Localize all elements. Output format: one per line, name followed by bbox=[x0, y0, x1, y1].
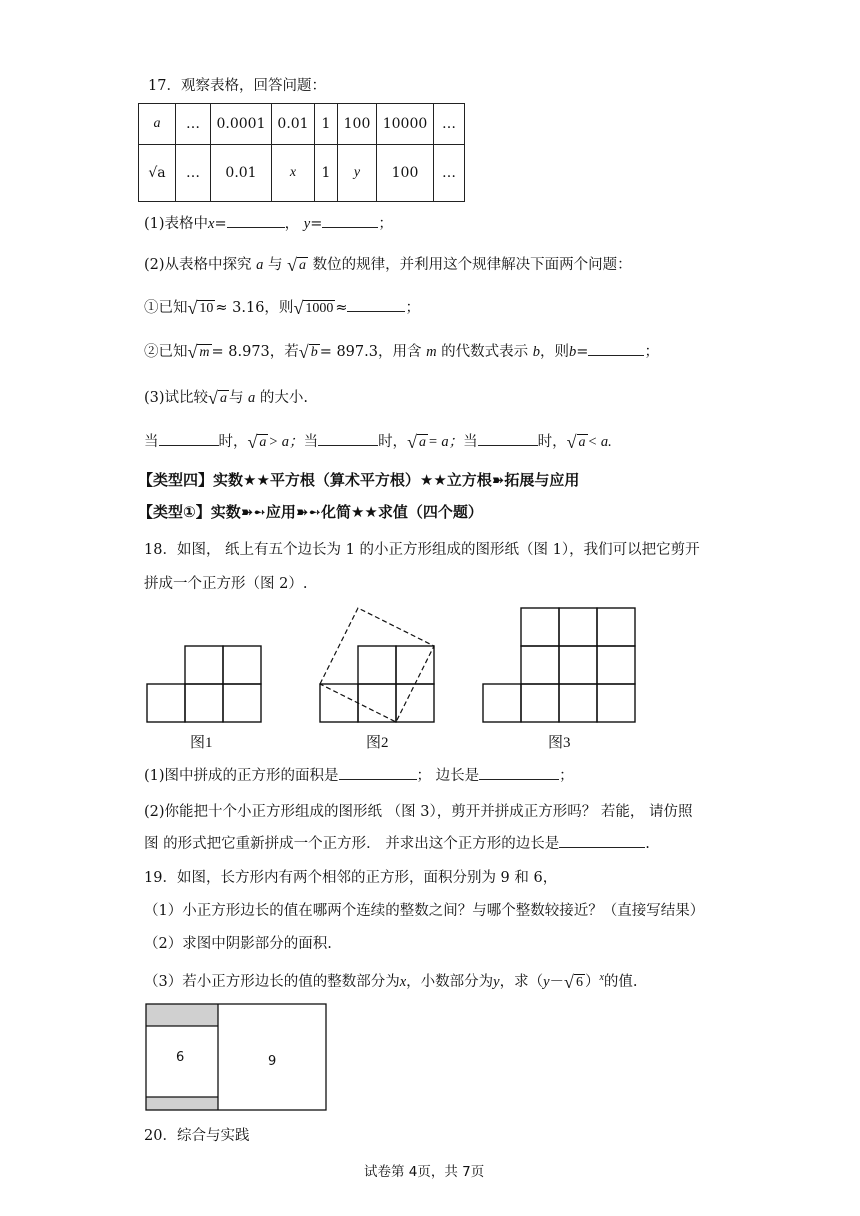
q19-part2: （2）求图中阴影部分的面积. bbox=[144, 936, 332, 952]
q17-stem: 17．观察表格，回答问题： bbox=[148, 78, 326, 94]
page-footer: 试卷第 4页，共 7页 bbox=[364, 1164, 485, 1180]
q18-stem-line1: 18．如图， 纸上有五个边长为 1 的小正方形组成的图形纸（图 1），我们可以把它剪开 bbox=[144, 542, 700, 558]
q17-part1: (1)表格中x= ， y= ； bbox=[144, 212, 393, 233]
table-cell: … bbox=[434, 104, 465, 145]
table-cell: 10000 bbox=[377, 104, 434, 145]
table-cell: y bbox=[338, 145, 377, 202]
figure-3 bbox=[483, 608, 635, 722]
table-cell: x bbox=[272, 145, 315, 202]
q19-part1: （1）小正方形边长的值在哪两个连续的整数之间？与哪个整数较接近？（直接写结果） bbox=[144, 903, 705, 919]
small-square-label: 6 bbox=[176, 1050, 185, 1065]
table-cell: 1 bbox=[315, 104, 338, 145]
q18-figures bbox=[140, 600, 660, 760]
table-cell: … bbox=[434, 145, 465, 202]
q19-stem: 19．如图，长方形内有两个相邻的正方形，面积分别为 9 和 6， bbox=[144, 870, 558, 886]
q19-figure bbox=[144, 1002, 328, 1114]
observation-table bbox=[138, 103, 465, 202]
table-row bbox=[139, 104, 465, 145]
figure-3-caption: 图3 bbox=[548, 735, 571, 751]
big-square-label: 9 bbox=[268, 1054, 277, 1069]
table-cell: 0.01 bbox=[272, 104, 315, 145]
table-cell: √a bbox=[139, 145, 176, 202]
shaded-region-bottom bbox=[146, 1097, 218, 1110]
q17-part3: (3)试比较 √ a 与 a 的大小. bbox=[144, 388, 309, 408]
q18-part2-line2: 图 的形式把它重新拼成一个正方形． 并求出这个正方形的边长是 . bbox=[144, 832, 650, 853]
q19-part3: （3）若小正方形边长的值的整数部分为x，小数部分为y，求（y－ √ 6 ）$^x$的值. bbox=[144, 972, 638, 992]
q17-case2: ②已知 √ m = 8.973，若 √ b = 897.3，用含 m 的代数式表示 b，则b= ； bbox=[144, 342, 659, 362]
q20-title: 20．综合与实践 bbox=[144, 1128, 250, 1144]
table-cell: 1 bbox=[315, 145, 338, 202]
table-cell: 100 bbox=[338, 104, 377, 145]
table-cell: … bbox=[176, 145, 211, 202]
q17-case1: ①已知 √ 10 ≈ 3.16，则 √ 1000 ≈ ； bbox=[144, 298, 420, 318]
q17-comparison: 当 时， √ a > a；当 时， √ a = a；当 时， √ a < a. bbox=[144, 432, 612, 452]
table-cell: 0.0001 bbox=[211, 104, 272, 145]
q18-part2-line1: (2)你能把十个小正方形组成的图形纸 （图 3），剪开并拼成正方形吗？ 若能， 请仿照 bbox=[144, 804, 693, 820]
figure-1-caption: 图1 bbox=[190, 735, 213, 751]
table-row bbox=[139, 145, 465, 202]
table-cell: … bbox=[176, 104, 211, 145]
table-cell: 100 bbox=[377, 145, 434, 202]
table-cell: 0.01 bbox=[211, 145, 272, 202]
table-cell: a bbox=[139, 104, 176, 145]
q18-part1: (1)图中拼成的正方形的面积是 ； 边长是 ； bbox=[144, 764, 574, 785]
figure-2 bbox=[320, 608, 434, 722]
q17-part2: (2)从表格中探究 a 与 √ a 数位的规律，并利用这个规律解决下面两个问题： bbox=[144, 255, 632, 275]
shaded-region-top bbox=[146, 1004, 218, 1026]
figure-2-caption: 图2 bbox=[366, 735, 389, 751]
q18-stem-line2: 拼成一个正方形（图 2）. bbox=[144, 576, 308, 592]
section-heading-type1: 【类型①】实数➽➻应用➽➻化简★★求值（四个题） bbox=[138, 503, 483, 521]
section-heading-type4: 【类型四】实数★★平方根（算术平方根）★★立方根➽拓展与应用 bbox=[138, 471, 580, 489]
figure-1 bbox=[147, 646, 261, 722]
